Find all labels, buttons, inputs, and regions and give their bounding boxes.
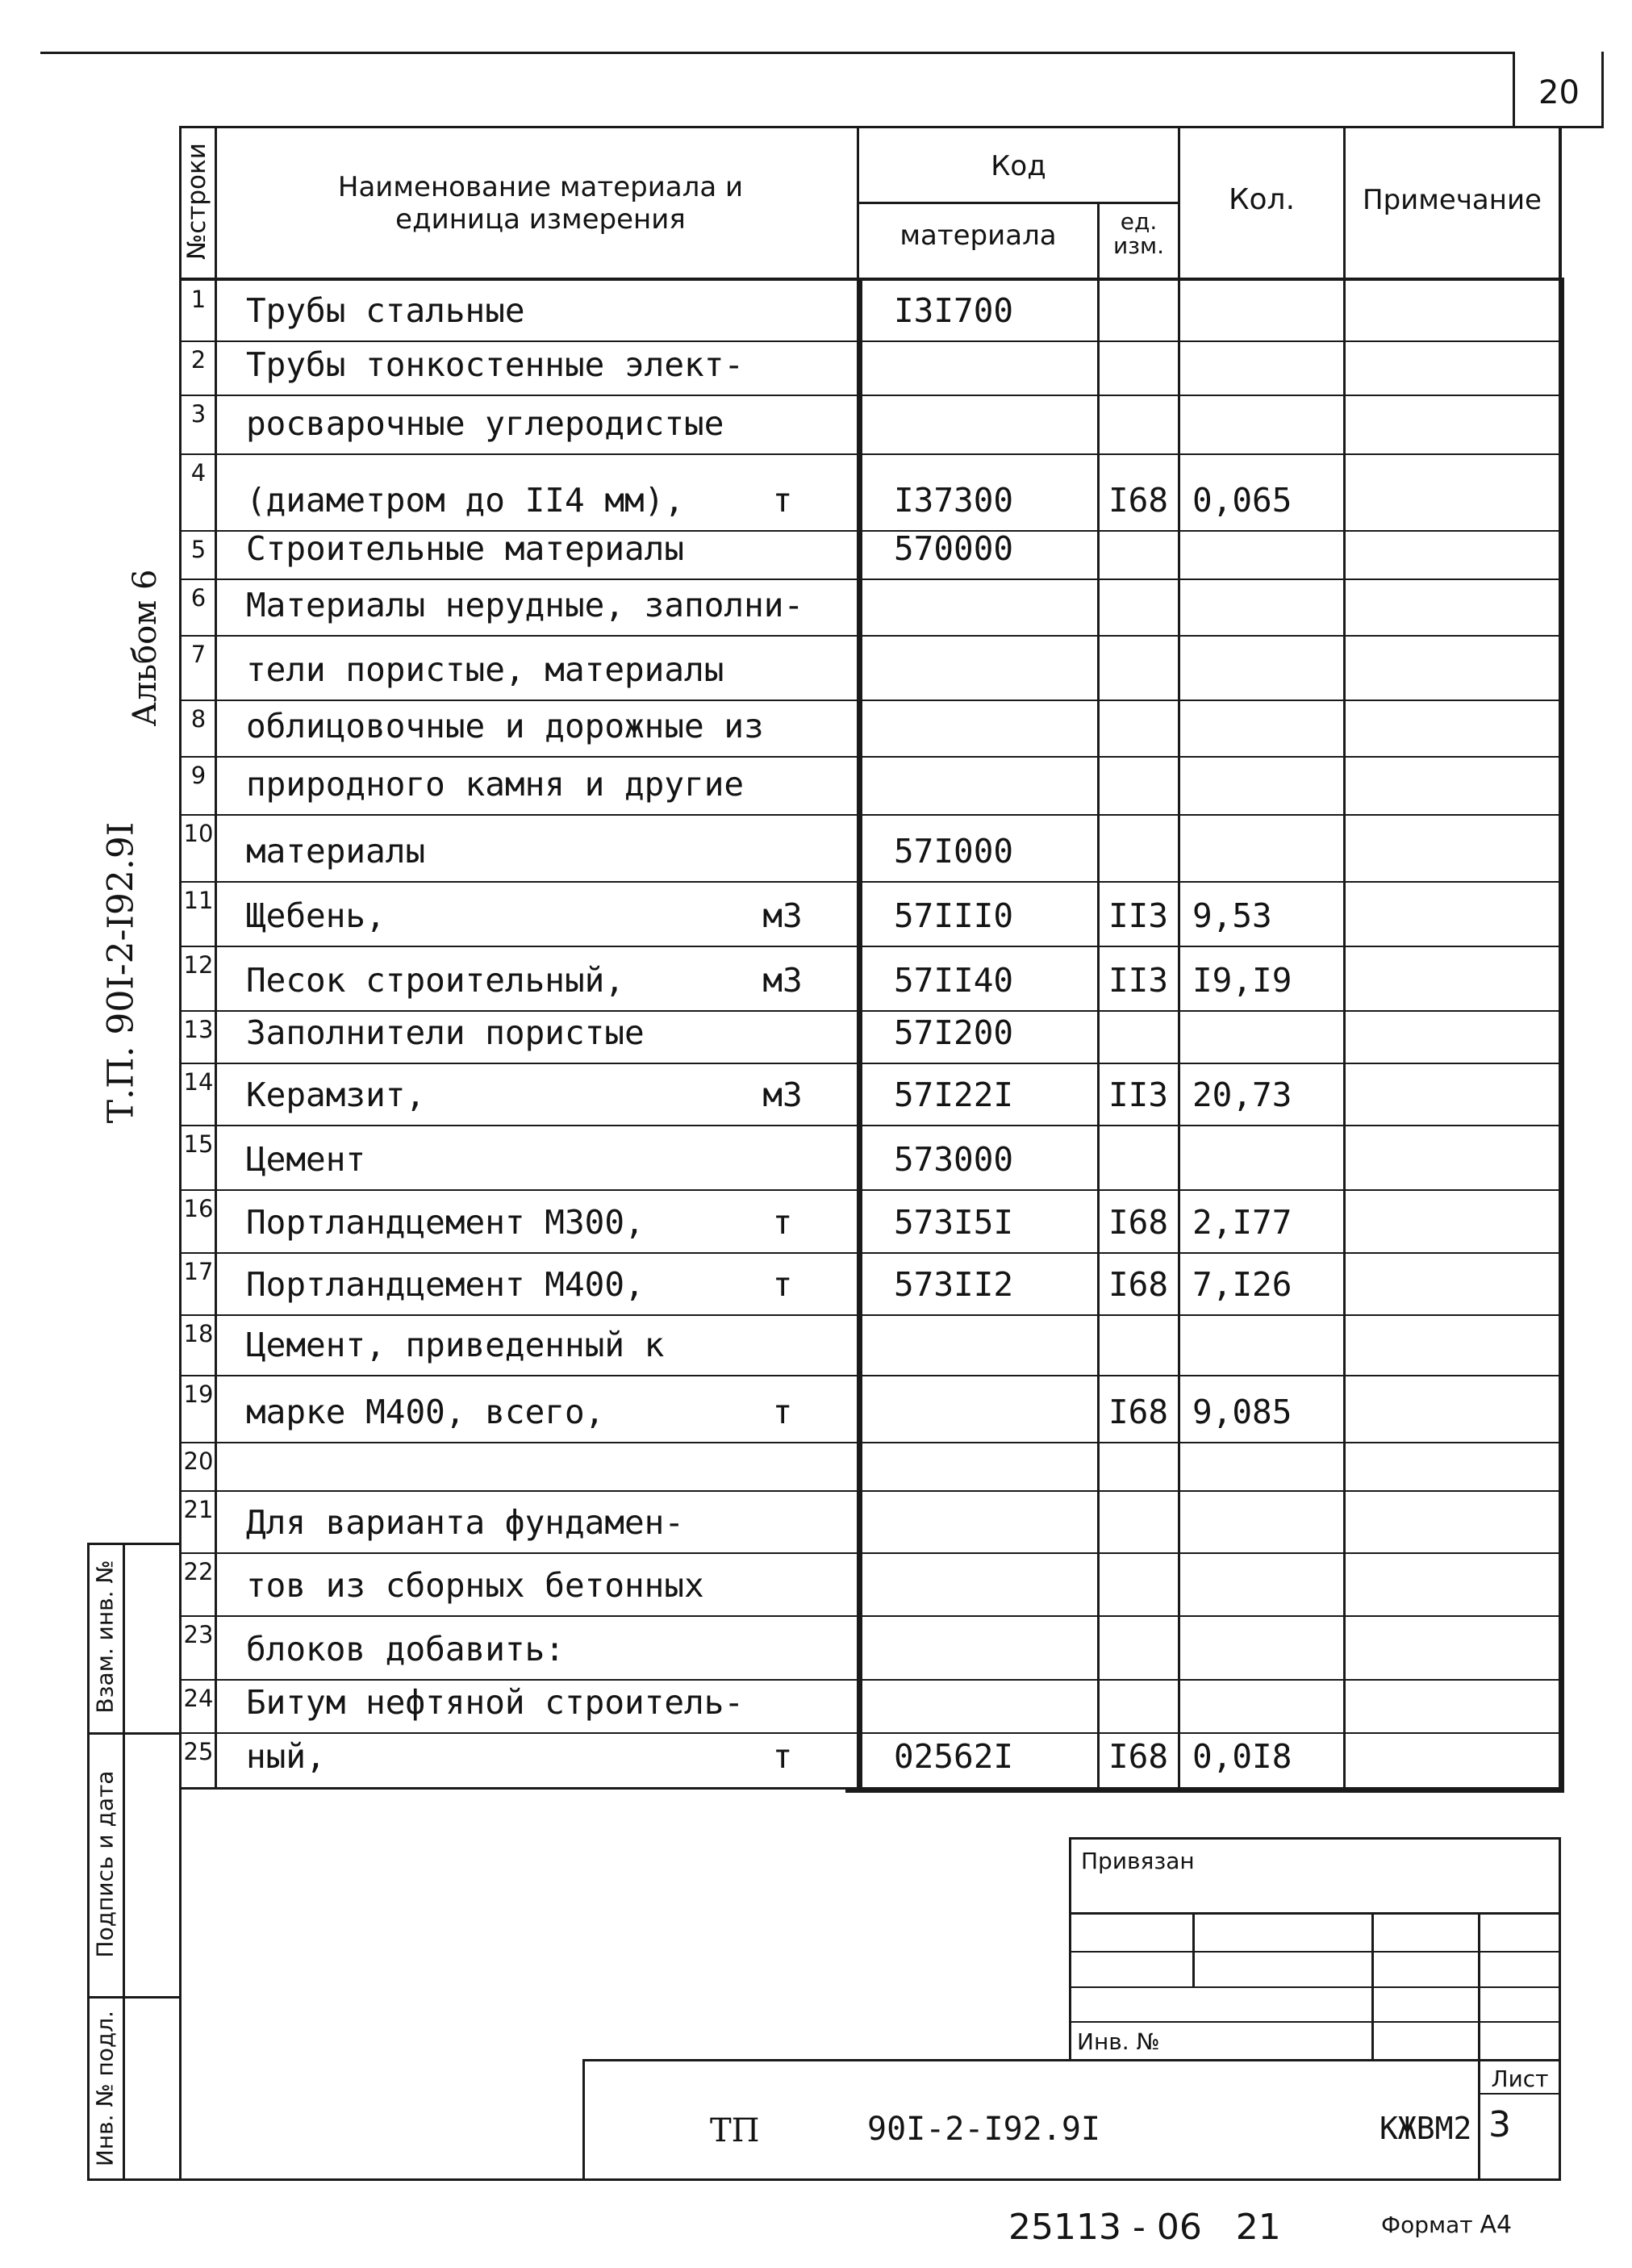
material-name: Цемент xyxy=(246,1140,366,1179)
unit-label: т xyxy=(772,1203,793,1242)
row-number: 1 xyxy=(190,286,207,313)
row-number: 2 xyxy=(190,346,207,374)
tp-label: ТП xyxy=(710,2112,760,2149)
material-name: облицовочные и дорожные из xyxy=(246,707,764,746)
material-name: Для варианта фундамен- xyxy=(246,1503,685,1542)
signature-date-label: Подпись и дата xyxy=(91,1770,119,1958)
material-name: Керамзит, xyxy=(246,1076,426,1114)
material-name: Портландцемент М400, xyxy=(246,1265,645,1304)
quantity: 20,73 xyxy=(1192,1076,1292,1114)
unit-label: т xyxy=(772,481,793,520)
document-mark: КЖВМ2 xyxy=(1379,2111,1472,2146)
note-header: Примечание xyxy=(1363,184,1542,216)
unit-label: м3 xyxy=(762,961,803,1000)
table-row xyxy=(0,1315,1565,1376)
row-number: 11 xyxy=(183,887,214,914)
table-row xyxy=(0,636,1565,700)
material-name: Битум нефтяной строитель- xyxy=(246,1683,745,1722)
unit-code: I68 xyxy=(1108,1737,1169,1776)
table-row xyxy=(0,815,1565,882)
table-row xyxy=(0,1733,1565,1787)
table-row xyxy=(0,454,1565,531)
table-row xyxy=(0,1680,1565,1733)
quantity: 7,I26 xyxy=(1192,1265,1292,1304)
quantity-header: Кол. xyxy=(1228,183,1296,216)
table-row xyxy=(0,1063,1565,1126)
row-number: 7 xyxy=(190,641,207,668)
project-side-label: Т.П. 90I-2-I92.9I xyxy=(100,821,142,1124)
unit-label: т xyxy=(772,1393,793,1431)
material-code: 573I5I xyxy=(894,1203,1014,1242)
row-number: 3 xyxy=(190,400,207,428)
album-label: Альбом 6 xyxy=(127,569,164,727)
material-name: тели пористые, материалы xyxy=(246,650,724,689)
material-name: Материалы нерудные, заполни- xyxy=(246,586,804,624)
material-code: 57III0 xyxy=(894,896,1014,935)
material-code: I37300 xyxy=(894,481,1014,520)
quantity: 9,53 xyxy=(1192,896,1272,935)
table-row xyxy=(0,757,1565,815)
quantity: 9,085 xyxy=(1192,1393,1292,1431)
material-code: 570000 xyxy=(894,529,1014,568)
row-number: 10 xyxy=(183,820,214,847)
inv-number-label: Инв. № xyxy=(1077,2028,1160,2055)
material-name: блоков добавить: xyxy=(246,1630,565,1669)
material-code: I3I700 xyxy=(894,291,1014,330)
table-row xyxy=(0,700,1565,757)
material-name: Трубы стальные xyxy=(246,291,525,330)
code-header: Код xyxy=(991,150,1046,182)
table-row xyxy=(0,341,1565,395)
table-row xyxy=(0,1126,1565,1190)
code-unit-header-line1: ед. xyxy=(1120,208,1158,235)
unit-code: II3 xyxy=(1108,1076,1169,1114)
quantity: I9,I9 xyxy=(1192,961,1292,1000)
material-name: Портландцемент М300, xyxy=(246,1203,645,1242)
material-name: Заполнители пористые xyxy=(246,1013,645,1052)
row-number: 17 xyxy=(183,1258,214,1285)
vzam-inv-label: Взам. инв. № xyxy=(91,1560,119,1714)
material-name-header-line2: единица измерения xyxy=(395,203,686,236)
table-row xyxy=(0,1443,1565,1491)
code-unit-header-line2: изм. xyxy=(1112,232,1165,259)
material-name: материалы xyxy=(246,832,426,871)
material-name: Щебень, xyxy=(246,896,386,935)
table-row xyxy=(0,1376,1565,1443)
privyazan-label: Привязан xyxy=(1081,1848,1195,1874)
unit-code: I68 xyxy=(1108,1203,1169,1242)
row-number: 4 xyxy=(190,459,207,487)
row-number-header: №строки xyxy=(182,143,211,260)
row-number: 21 xyxy=(183,1496,214,1523)
material-code: 02562I xyxy=(894,1737,1014,1776)
unit-code: I68 xyxy=(1108,481,1169,520)
table-row xyxy=(0,1253,1565,1315)
table-row xyxy=(0,882,1565,946)
unit-label: т xyxy=(772,1737,793,1776)
material-name: Цемент, приведенный к xyxy=(246,1326,665,1364)
table-row xyxy=(0,946,1565,1011)
material-code: 573II2 xyxy=(894,1265,1014,1304)
table-row xyxy=(0,281,1565,341)
table-row xyxy=(0,1491,1565,1553)
material-name: тов из сборных бетонных xyxy=(246,1566,704,1605)
material-code: 57I200 xyxy=(894,1013,1014,1052)
unit-label: т xyxy=(772,1265,793,1304)
row-number: 25 xyxy=(183,1738,214,1765)
quantity: 2,I77 xyxy=(1192,1203,1292,1242)
material-name: (диаметром до II4 мм), xyxy=(246,481,685,520)
material-name: Строительные материалы xyxy=(246,529,685,568)
format-label xyxy=(1381,2211,1512,2239)
material-name: природного камня и другие xyxy=(246,765,745,804)
row-number: 22 xyxy=(183,1558,214,1585)
row-number: 19 xyxy=(183,1380,214,1408)
material-code: 57I22I xyxy=(894,1076,1014,1114)
unit-code: II3 xyxy=(1108,961,1169,1000)
table-row xyxy=(0,1553,1565,1616)
table-row xyxy=(0,395,1565,454)
row-number: 5 xyxy=(190,536,207,563)
unit-code: I68 xyxy=(1108,1265,1169,1304)
format-value: А4 xyxy=(1480,2211,1513,2239)
material-code: 57II40 xyxy=(894,961,1014,1000)
quantity: 0,065 xyxy=(1192,481,1292,520)
sheet-label: Лист xyxy=(1491,2065,1549,2092)
unit-label: м3 xyxy=(762,896,803,935)
document-code: 90I-2-I92.9I xyxy=(867,2111,1100,2148)
row-number: 8 xyxy=(190,705,207,733)
table-row xyxy=(0,1616,1565,1680)
quantity: 0,0I8 xyxy=(1192,1737,1292,1776)
row-number: 9 xyxy=(190,762,207,789)
inv-original-label: Инв. № подл. xyxy=(91,2010,119,2167)
table-row xyxy=(0,1011,1565,1063)
material-name-header-line1: Наименование материала и xyxy=(337,171,744,203)
material-code: 57I000 xyxy=(894,832,1014,871)
material-code: 573000 xyxy=(894,1140,1014,1179)
row-number: 24 xyxy=(183,1685,214,1712)
page-number: 20 xyxy=(1538,74,1580,111)
row-number: 14 xyxy=(183,1068,214,1096)
row-number: 16 xyxy=(183,1195,214,1222)
code-material-header: материала xyxy=(899,219,1057,252)
unit-label: м3 xyxy=(762,1076,803,1114)
sheet-number: 3 xyxy=(1488,2104,1511,2145)
unit-code: II3 xyxy=(1108,896,1169,935)
row-number: 18 xyxy=(183,1320,214,1347)
table-row xyxy=(0,531,1565,579)
unit-code: I68 xyxy=(1108,1393,1169,1431)
row-number: 12 xyxy=(183,951,214,979)
archive-number: 25113 - 06 21 xyxy=(1008,2207,1281,2248)
row-number: 6 xyxy=(190,584,207,612)
row-number: 13 xyxy=(183,1016,214,1043)
material-name: Трубы тонкостенные элект- xyxy=(246,345,745,384)
table-row xyxy=(0,579,1565,636)
material-name: Песок строительный, xyxy=(246,961,624,1000)
row-number: 23 xyxy=(183,1621,214,1648)
material-name: ный, xyxy=(246,1737,326,1776)
material-name: марке М400, всего, xyxy=(246,1393,605,1431)
material-name: росварочные углеродистые xyxy=(246,404,724,443)
row-number: 20 xyxy=(183,1447,214,1475)
row-number: 15 xyxy=(183,1130,214,1158)
table-row xyxy=(0,1190,1565,1253)
format-word: Формат xyxy=(1381,2212,1473,2238)
